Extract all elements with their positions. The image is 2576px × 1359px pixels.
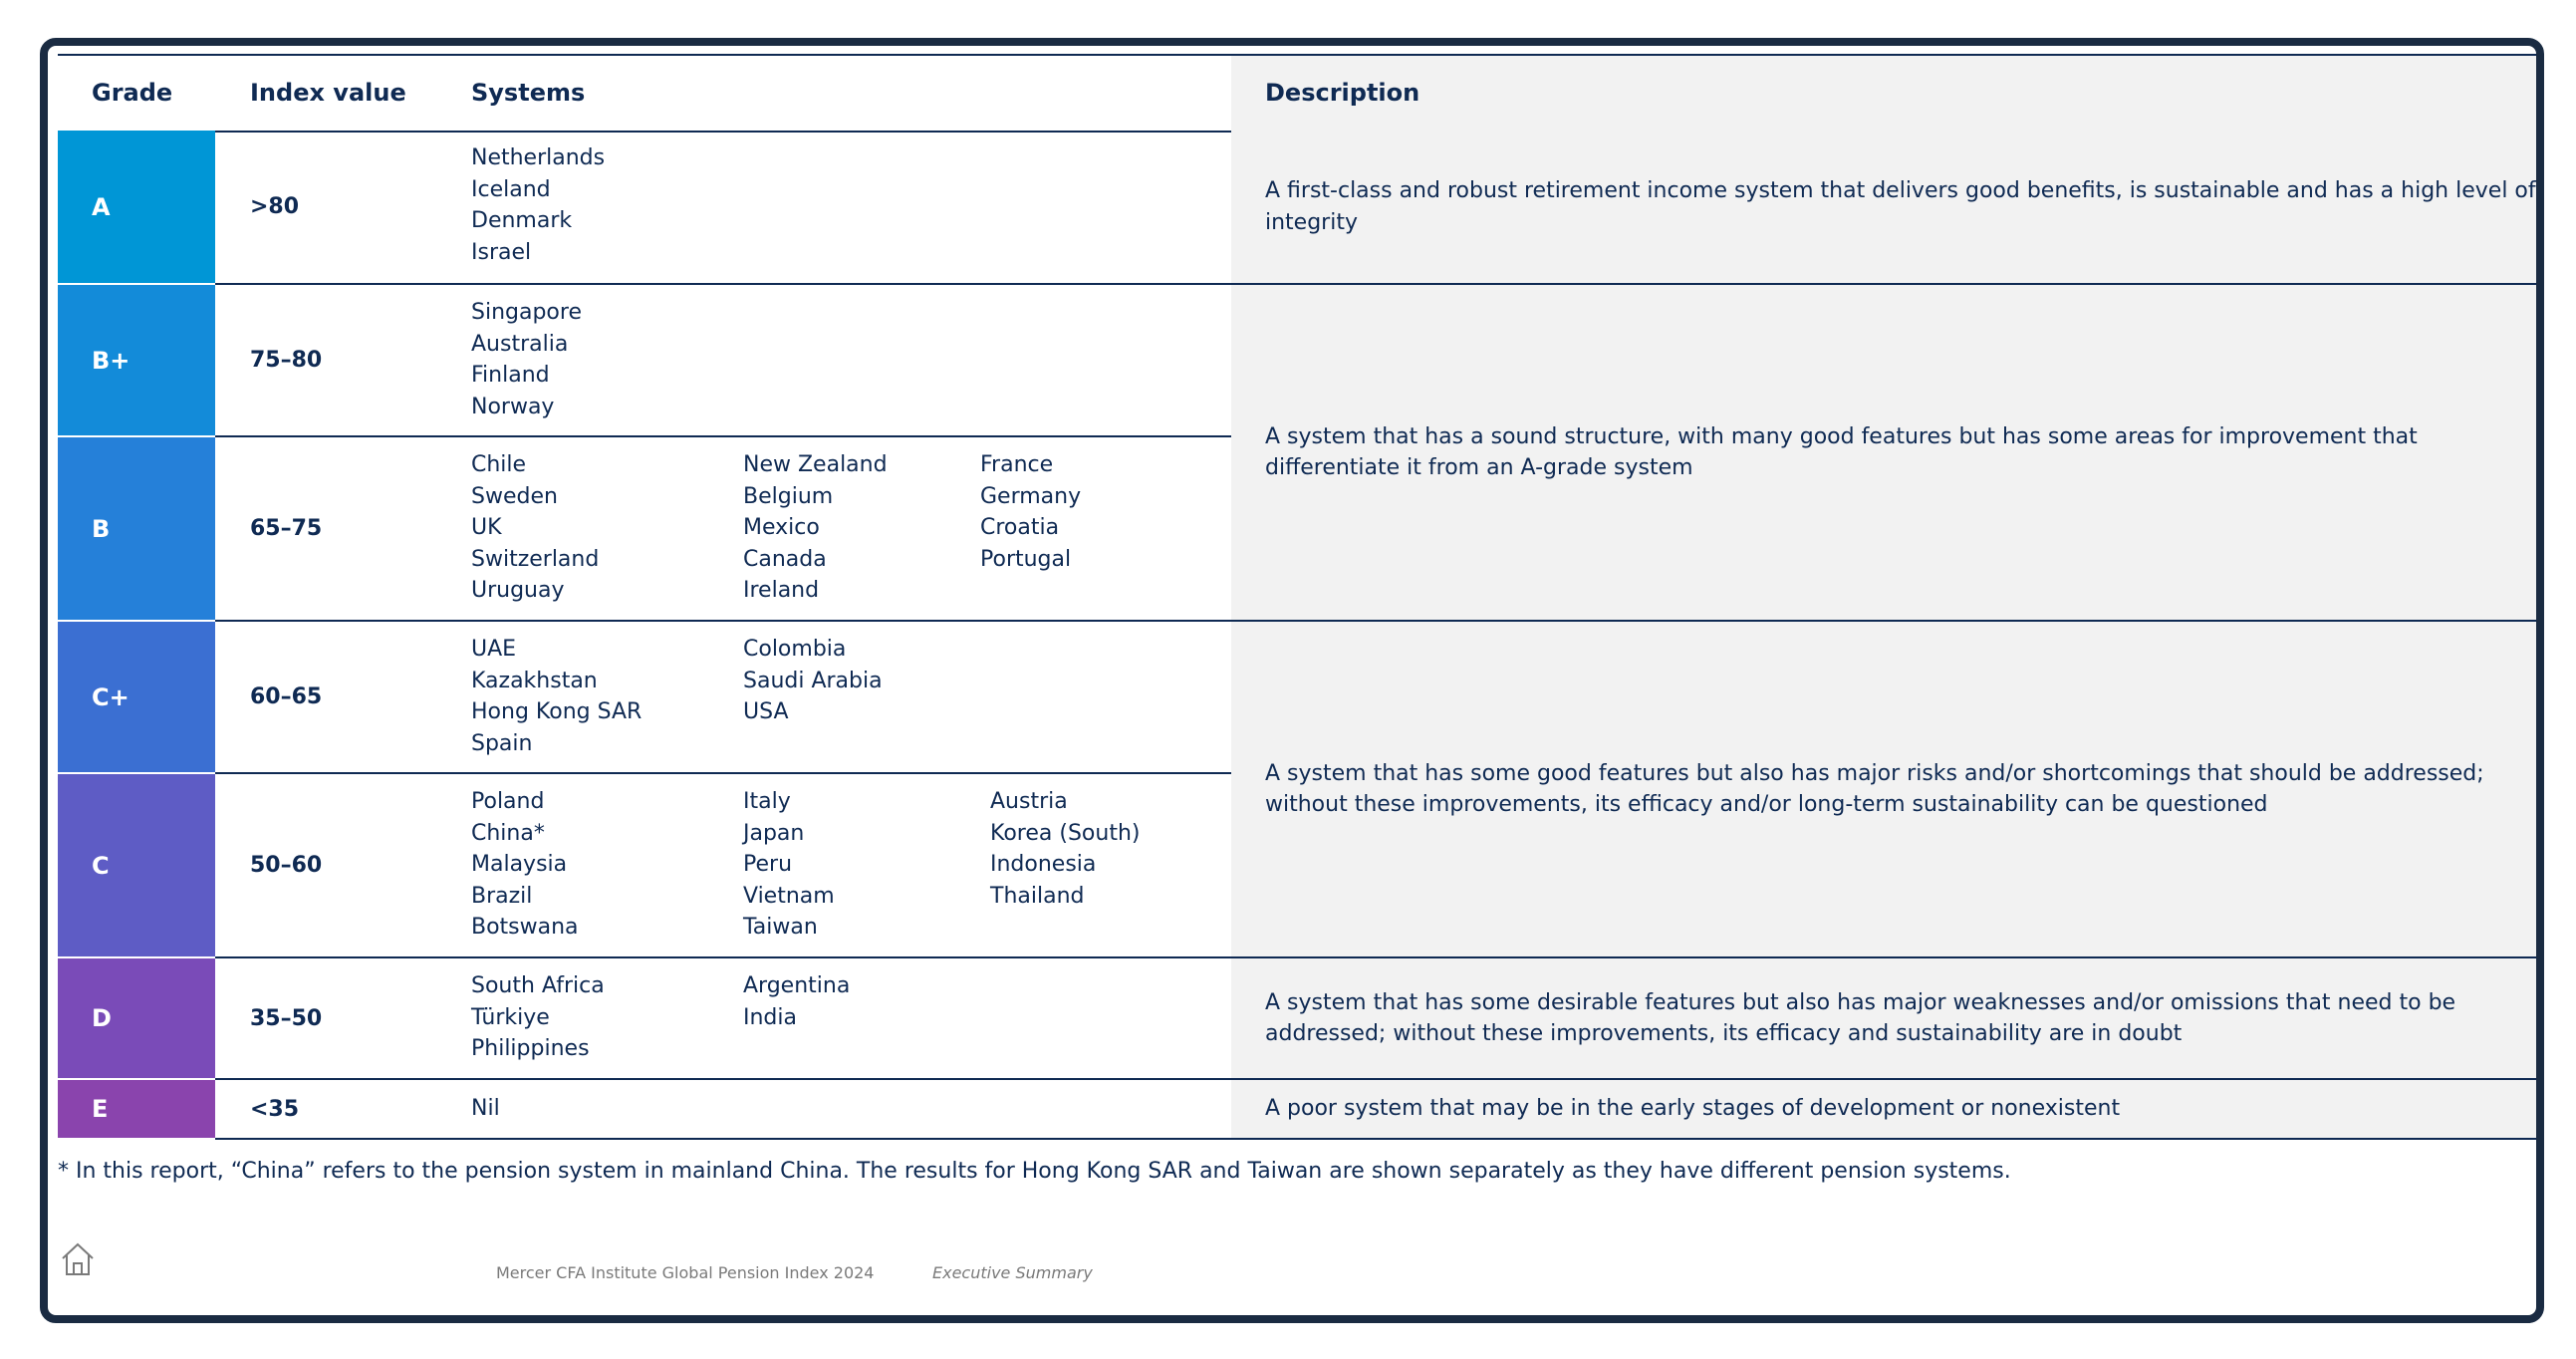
system-name: Australia xyxy=(471,331,569,357)
index-value: 65–75 xyxy=(250,516,323,541)
system-name: Saudi Arabia xyxy=(743,668,883,693)
row-divider xyxy=(215,1138,2544,1140)
systems-column xyxy=(471,142,605,268)
system-name: Croatia xyxy=(980,515,1060,540)
system-name: Brazil xyxy=(471,883,533,909)
description-header-background xyxy=(1231,56,2544,131)
system-name: Finland xyxy=(471,363,550,388)
system-name: Botswana xyxy=(471,915,579,940)
header-grade: Grade xyxy=(92,79,173,107)
grade-cell: D xyxy=(58,958,215,1078)
system-name: Germany xyxy=(980,483,1082,509)
header-description: Description xyxy=(1265,79,1420,107)
systems-column xyxy=(743,449,888,607)
systems-column xyxy=(471,449,599,607)
table-header xyxy=(58,54,2544,133)
description-cell-a xyxy=(1231,131,2544,283)
footnote: * In this report, “China” refers to the pension system in mainland China. The results for Hong Kong SAR and Taiwan are shown separately as they have different pension systems. xyxy=(58,1159,2011,1184)
systems-column xyxy=(990,786,1140,912)
systems-column xyxy=(471,297,582,422)
description-text: A poor system that may be in the early stages of development or nonexistent xyxy=(1265,1096,2121,1122)
description-cell-c xyxy=(1231,622,2544,956)
system-name: UAE xyxy=(471,637,517,662)
system-name: Israel xyxy=(471,239,532,265)
footer-publication: Mercer CFA Institute Global Pension Index 2024 xyxy=(496,1263,875,1282)
system-name: Hong Kong SAR xyxy=(471,699,643,724)
system-name: Mexico xyxy=(743,515,820,540)
system-name: Kazakhstan xyxy=(471,668,598,693)
system-name: Spain xyxy=(471,730,533,756)
system-name: Belgium xyxy=(743,483,834,509)
systems-column xyxy=(743,970,850,1033)
systems-column xyxy=(471,786,579,944)
system-name: Japan xyxy=(743,820,805,846)
systems-column xyxy=(743,786,835,944)
system-name: Malaysia xyxy=(471,852,568,877)
system-name: Indonesia xyxy=(990,852,1097,877)
header-systems: Systems xyxy=(471,79,586,107)
system-name: Netherlands xyxy=(471,145,606,170)
system-name: Vietnam xyxy=(743,883,835,909)
index-value: <35 xyxy=(250,1096,300,1122)
system-name: Thailand xyxy=(990,883,1085,909)
system-name: Chile xyxy=(471,452,527,477)
description-text: A first-class and robust retirement income system that delivers good benefits, is sustainable and has a high level of integrity xyxy=(1265,178,2536,235)
systems-column xyxy=(471,634,642,759)
system-name: Argentina xyxy=(743,973,851,998)
grade-cell: C+ xyxy=(58,622,215,772)
system-name: Portugal xyxy=(980,546,1072,572)
system-name: Taiwan xyxy=(743,915,818,940)
description-cell-d xyxy=(1231,958,2544,1078)
system-name: Canada xyxy=(743,546,827,572)
index-value: 50–60 xyxy=(250,853,323,878)
grade-cell: B+ xyxy=(58,285,215,435)
system-name: Denmark xyxy=(471,208,573,233)
system-name: China* xyxy=(471,820,545,846)
system-name: Italy xyxy=(743,789,791,814)
system-name: Ireland xyxy=(743,578,820,603)
header-index-value: Index value xyxy=(250,79,406,107)
system-name: Singapore xyxy=(471,300,582,325)
system-name: Philippines xyxy=(471,1036,590,1061)
system-name: South Africa xyxy=(471,973,605,998)
system-name: Sweden xyxy=(471,483,558,509)
system-name: Iceland xyxy=(471,176,551,202)
footer-section: Executive Summary xyxy=(932,1263,1093,1282)
system-name: India xyxy=(743,1004,797,1030)
index-value: 75–80 xyxy=(250,348,323,373)
system-name: Türkiye xyxy=(471,1004,550,1030)
system-name: Uruguay xyxy=(471,578,565,603)
system-name: Colombia xyxy=(743,637,847,662)
grade-cell: B xyxy=(58,437,215,620)
system-name: UK xyxy=(471,515,502,540)
system-name: New Zealand xyxy=(743,452,888,477)
grade-cell: C xyxy=(58,774,215,956)
system-name: Switzerland xyxy=(471,546,600,572)
index-value: 35–50 xyxy=(250,1005,323,1031)
index-value: 60–65 xyxy=(250,684,323,709)
system-name: Norway xyxy=(471,394,555,419)
description-text: A system that has some good features but also has major risks and/or shortcomings that should be addressed; without these improvements, its efficacy and/or long-term sustainability can be questioned xyxy=(1265,760,2484,817)
system-name: USA xyxy=(743,699,789,724)
systems-column xyxy=(980,449,1081,575)
description-text: A system that has some desirable features but also has major weaknesses and/or omissions that need to be addressed; without these improvements, its efficacy and sustainability are in doubt xyxy=(1265,989,2456,1046)
system-name: Korea (South) xyxy=(990,820,1141,846)
description-text: A system that has a sound structure, with many good features but has some areas for improvement that differentiate it from an A-grade system xyxy=(1265,423,2418,480)
system-name: Poland xyxy=(471,789,545,814)
index-value: >80 xyxy=(250,194,300,219)
grade-table xyxy=(58,54,2544,1123)
description-cell-b xyxy=(1231,285,2544,620)
system-name: Austria xyxy=(990,789,1068,814)
system-name: Nil xyxy=(471,1096,500,1121)
systems-column xyxy=(743,634,883,728)
grade-cell: E xyxy=(58,1080,215,1138)
grade-cell: A xyxy=(58,131,215,283)
system-name: Peru xyxy=(743,852,793,877)
home-icon[interactable] xyxy=(58,1239,98,1279)
systems-column xyxy=(471,970,605,1065)
document-frame xyxy=(40,38,2544,1323)
description-cell-e xyxy=(1231,1080,2544,1138)
systems-column xyxy=(471,1093,500,1125)
system-name: France xyxy=(980,452,1054,477)
